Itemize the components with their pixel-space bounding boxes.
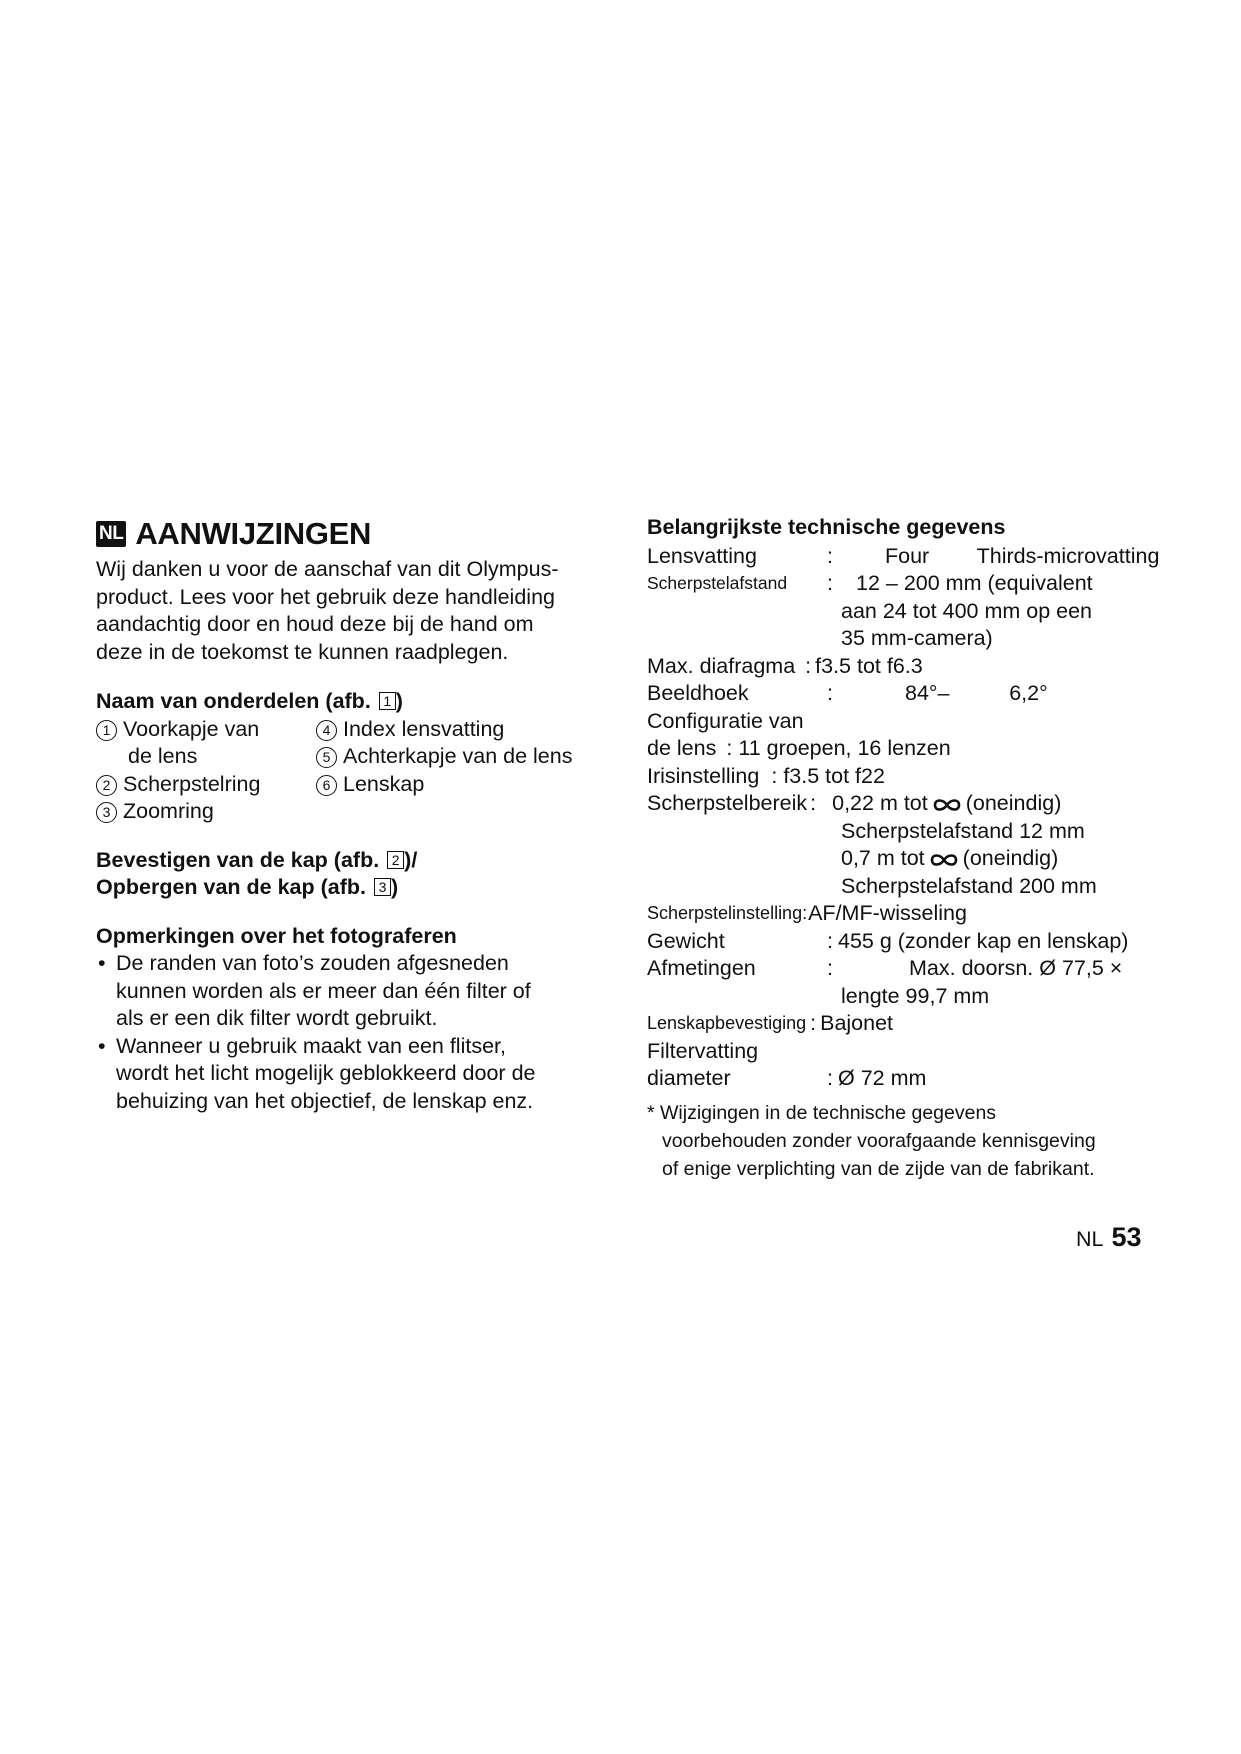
part-label: Index lensvatting: [343, 716, 505, 741]
spec-value: f3.5 tot f22: [783, 763, 885, 788]
part-number: 2: [96, 775, 117, 796]
spec-row-angle: [647, 680, 1241, 708]
page-number-value: 53: [1111, 1222, 1142, 1252]
figure-ref-3: 3: [374, 878, 391, 896]
part-item: [316, 743, 616, 771]
parts-list: [96, 716, 616, 826]
spec-continuation: Scherpstelafstand 12 mm: [841, 818, 1085, 843]
left-column: [96, 514, 616, 1115]
spec-colon: :: [827, 928, 833, 953]
part-label: Scherpstelring: [123, 771, 261, 796]
remark-line: kunnen worden als er meer dan één filter of: [116, 978, 531, 1003]
cap-heading-text: Bevestigen van de kap (afb.: [96, 847, 386, 872]
part-label: Achterkapje van de lens: [343, 744, 573, 768]
spec-row-hood: [647, 1010, 1241, 1038]
spec-value: f3.5 tot f6.3: [815, 653, 923, 678]
spec-colon: :: [726, 736, 733, 760]
page-number: [1076, 1222, 1142, 1253]
language-badge: NL: [96, 521, 126, 547]
range-value-text: (oneindig): [962, 846, 1059, 870]
parts-heading: [96, 688, 616, 716]
part-item: [96, 771, 316, 799]
remark-item: [96, 950, 616, 1033]
remark-line: • Wanneer u gebruik maakt van een flitser,: [116, 1033, 506, 1058]
spec-colon: :: [827, 543, 833, 568]
spec-label: Scherpstelafstand: [647, 573, 788, 593]
spec-continuation: lengte 99,7 mm: [841, 983, 990, 1008]
spec-label: Configuratie van: [647, 708, 804, 733]
spec-colon: :: [810, 1011, 817, 1035]
spec-colon: :: [827, 956, 833, 980]
remarks-heading: Opmerkingen over het fotograferen: [96, 923, 457, 948]
spec-row-aperture: [647, 653, 1241, 681]
spec-row-filter: [647, 1065, 1241, 1093]
footnote-line: * Wijzigingen in de technische gegevens: [647, 1101, 997, 1124]
spec-row-mount: [647, 543, 1241, 571]
spec-colon: :: [827, 681, 833, 705]
spec-label: Lensvatting: [647, 543, 757, 568]
spec-colon: :: [810, 791, 817, 815]
remark-line: behuizing van het objectief, de lenskap enz.: [116, 1088, 534, 1113]
parts-heading-end: ): [395, 689, 403, 713]
spec-value: AF/MF-wisseling: [808, 901, 967, 925]
spec-value: [832, 790, 1061, 818]
part-item: [316, 716, 616, 744]
spec-colon: :: [827, 1066, 833, 1090]
infinity-icon: [928, 852, 960, 868]
spec-colon: :: [805, 653, 812, 678]
spec-value: 11 groepen, 16 lenzen: [738, 736, 951, 760]
spec-value: 455 g (zonder kap en lenskap): [838, 928, 1129, 953]
spec-row-range: [647, 790, 1241, 818]
spec-row-config: [647, 735, 1241, 763]
spec-continuation: 35 mm-camera): [841, 626, 993, 650]
part-label: Voorkapje van: [123, 716, 260, 741]
spec-label: Lenskapbevestiging: [647, 1013, 807, 1033]
spec-label: diameter: [647, 1066, 731, 1090]
spec-value: 12 – 200 mm (equivalent: [856, 571, 1093, 595]
spec-row-dimensions: [647, 955, 1241, 983]
remark-item: [96, 1033, 616, 1116]
spec-row-iris: [647, 763, 1241, 791]
parts-heading-text: Naam van onderdelen (afb.: [96, 689, 377, 713]
part-item: [316, 771, 616, 799]
spec-label: Gewicht: [647, 928, 725, 953]
spec-label: Beeldhoek: [647, 681, 749, 705]
spec-colon: :: [771, 763, 778, 788]
part-label: Lenskap: [343, 771, 425, 796]
figure-ref-2: 2: [387, 851, 404, 869]
page-lang: NL: [1076, 1227, 1104, 1251]
spec-value: Bajonet: [820, 1011, 894, 1035]
intro-line: Wij danken u voor de aanschaf van dit Olympus-: [96, 557, 559, 581]
range-value-text: 0,22 m tot: [832, 791, 928, 815]
spec-colon: :: [827, 571, 833, 595]
cap-heading-line-1: [96, 847, 616, 875]
infinity-icon: [931, 797, 963, 813]
spec-label: Scherpstelinstelling:: [647, 903, 808, 923]
spec-label: Max. diafragma: [647, 653, 796, 678]
part-item-continued: [96, 743, 316, 771]
part-number: 6: [316, 775, 337, 796]
range-value-text: (oneindig): [965, 791, 1062, 815]
part-number: 3: [96, 802, 117, 823]
figure-ref-1: 1: [379, 692, 396, 710]
footnote-line: of enige verplichting van de zijde van de fabrikant.: [662, 1157, 1095, 1180]
spec-continuation: aan 24 tot 400 mm op een: [841, 598, 1093, 623]
spec-label: Afmetingen: [647, 956, 756, 980]
spec-value: 84°– 6,2°: [905, 681, 1048, 705]
remark-line: als er een dik filter wordt gebruikt.: [116, 1006, 438, 1030]
spec-continuation: Scherpstelafstand 200 mm: [841, 873, 1097, 898]
footnote-line: voorbehouden zonder voorafgaande kennisgeving: [662, 1129, 1096, 1152]
page-title: AANWIJZINGEN: [135, 516, 372, 551]
part-item: [96, 716, 316, 744]
spec-row-focal: [647, 570, 1241, 598]
spec-row-filter-line1: [647, 1038, 1241, 1066]
cap-heading-end: )/: [404, 847, 418, 872]
remark-line: wordt het licht mogelijk geblokkeerd door de: [116, 1061, 536, 1085]
part-label: de lens: [128, 744, 198, 768]
part-label: Zoomring: [123, 799, 214, 823]
range-value-text: 0,7 m tot: [841, 846, 925, 870]
spec-label: Irisinstelling: [647, 763, 760, 788]
spec-row-weight: [647, 928, 1241, 956]
intro-line: aandachtig door en houd deze bij de hand om: [96, 612, 534, 636]
specs-title: Belangrijkste technische gegevens: [647, 515, 1006, 539]
spec-value: Max. doorsn. Ø 77,5 ×: [909, 956, 1123, 980]
spec-row-focus-mode: [647, 900, 1241, 928]
specs-footnote: [647, 1099, 1241, 1183]
remark-line: • De randen van foto’s zouden afgesneden: [116, 951, 509, 975]
part-number: 4: [316, 720, 337, 741]
spec-label: de lens: [647, 736, 717, 760]
cap-heading-line-2: [96, 874, 616, 902]
intro-line: deze in de toekomst te kunnen raadplegen.: [96, 639, 509, 664]
spec-label: Filtervatting: [647, 1038, 759, 1063]
spec-value: Ø 72 mm: [838, 1066, 927, 1090]
spec-value: Four Thirds-microvatting: [885, 543, 1160, 568]
intro-paragraph: [96, 556, 616, 666]
part-item: [96, 798, 316, 826]
right-column: [647, 514, 1241, 1183]
part-number: 1: [96, 720, 117, 741]
cap-heading-end: ): [390, 875, 399, 899]
spec-continuation: [647, 845, 1241, 873]
spec-row-config-line1: [647, 708, 1241, 736]
part-number: 5: [316, 747, 337, 768]
cap-heading-text: Opbergen van de kap (afb.: [96, 875, 372, 899]
spec-label: Scherpstelbereik: [647, 791, 808, 815]
intro-line: product. Lees voor het gebruik deze handleiding: [96, 584, 555, 609]
section-title: [96, 514, 616, 554]
remarks-list: [96, 950, 616, 1115]
